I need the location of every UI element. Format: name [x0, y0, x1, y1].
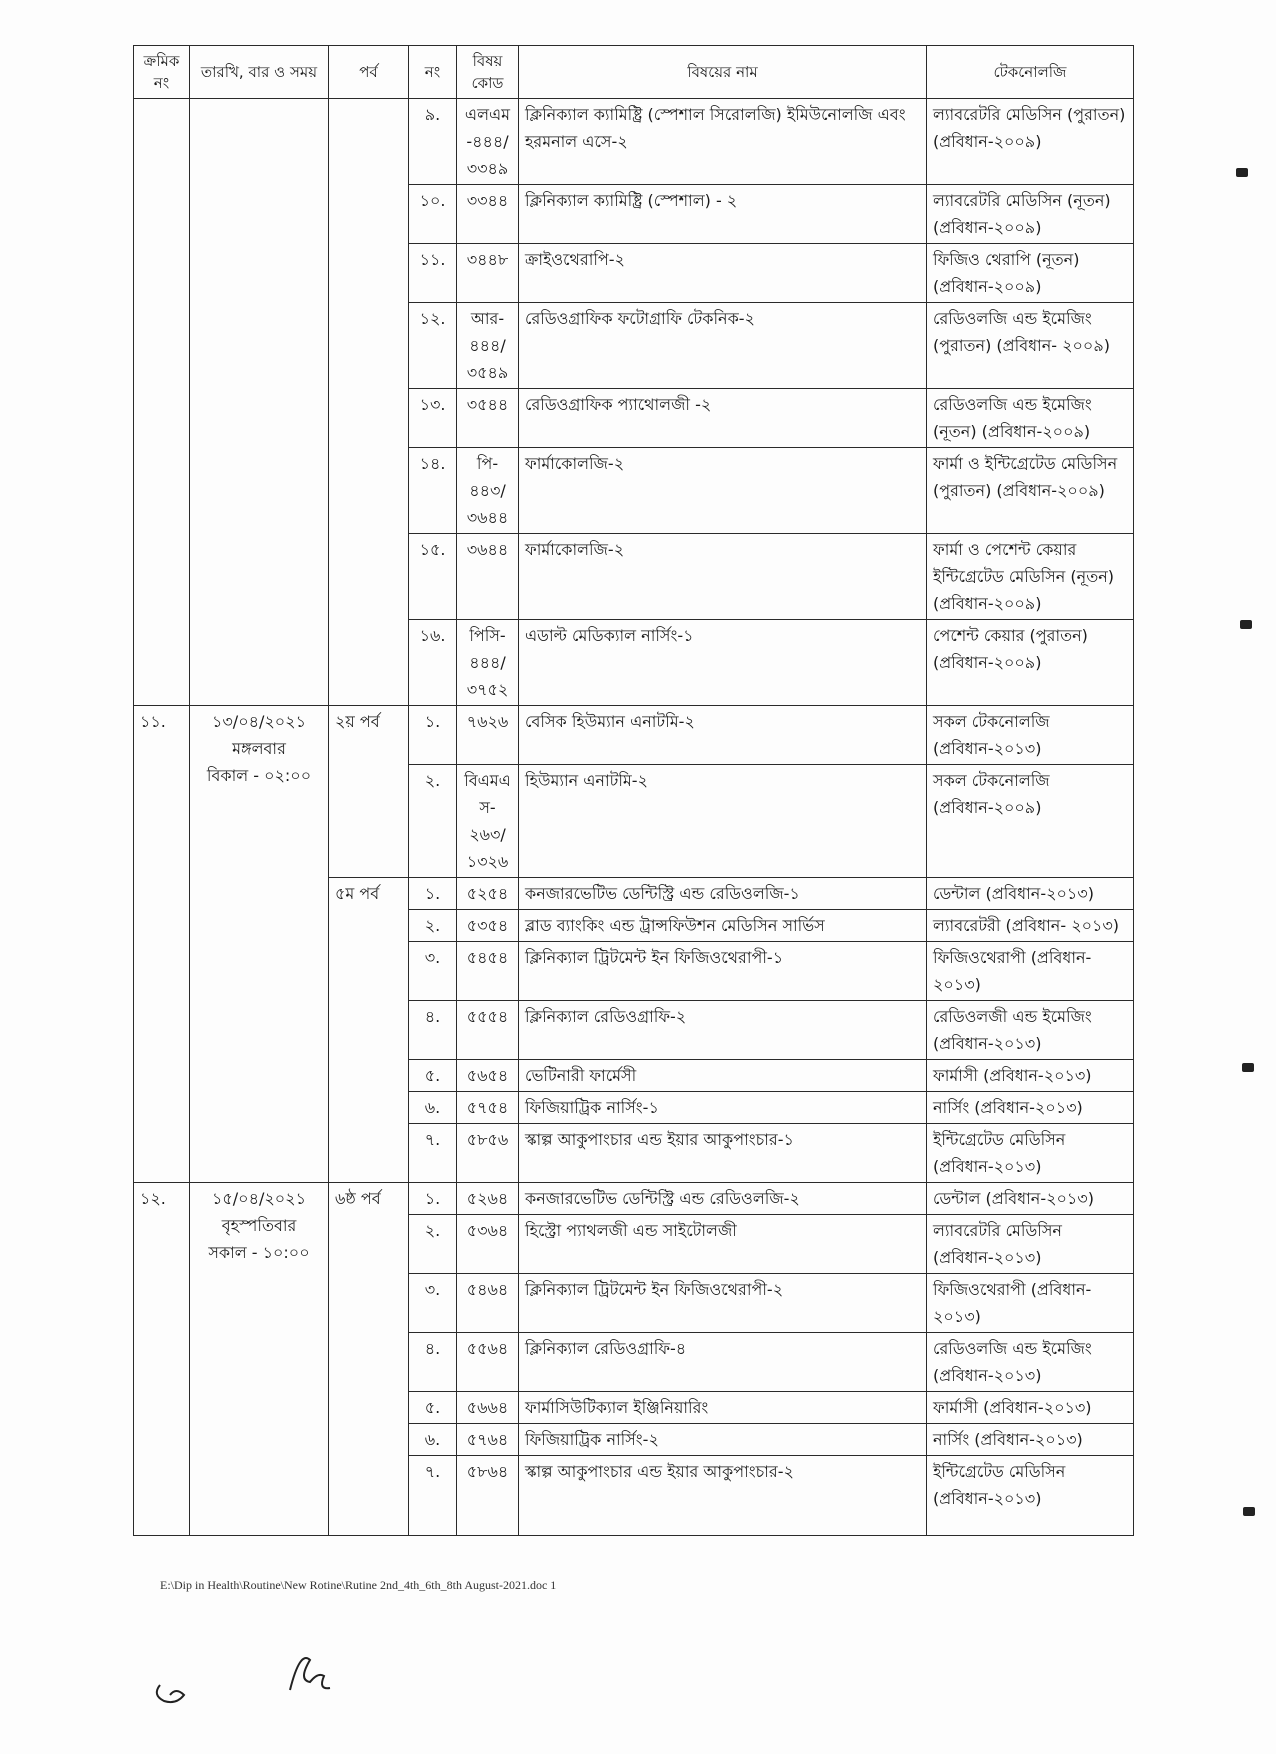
- cell-semester: ৬ষ্ঠ পর্ব: [329, 1183, 409, 1536]
- cell-technology: ফিজিওথেরাপী (প্রবিধান- ২০১৩): [927, 1274, 1134, 1333]
- exam-date: ১৩/০৪/২০২১: [212, 712, 306, 731]
- cell-technology: রেডিওলজী এন্ড ইমেজিং (প্রবিধান-২০১৩): [927, 1001, 1134, 1060]
- cell-subject: ভেটিনারী ফার্মেসী: [519, 1060, 927, 1092]
- exam-day: বৃহস্পতিবার: [221, 1216, 297, 1235]
- cell-technology: নার্সিং (প্রবিধান-২০১৩): [927, 1424, 1134, 1456]
- cell-subject: হিউম্যান এনাটমি-২: [519, 765, 927, 878]
- cell-no: ৯.: [409, 99, 457, 185]
- cell-code: ৫৪৬৪: [457, 1274, 519, 1333]
- cell-subject: ফার্মাসিউটিক্যাল ইঞ্জিনিয়ারিং: [519, 1392, 927, 1424]
- cell-subject: ক্লিনিক্যাল ক্যামিষ্ট্রি (স্পেশাল সিরোলজি) ইমিউনোলজি এবং হরমনাল এসে-২: [519, 99, 927, 185]
- cell-code: পিসি- ৪৪৪/ ৩৭৫২: [457, 620, 519, 706]
- cell-no: ১.: [409, 878, 457, 910]
- cell-no: ১৪.: [409, 448, 457, 534]
- cell-code: বিএমএ স- ২৬৩/ ১৩২৬: [457, 765, 519, 878]
- cell-code: ৫৬৫৪: [457, 1060, 519, 1092]
- cell-no: ১৫.: [409, 534, 457, 620]
- header-subject: বিষয়ের নাম: [519, 46, 927, 99]
- cell-technology: ল্যাবরেটরি মেডিসিন (পুরাতন) (প্রবিধান-২০০৯): [927, 99, 1134, 185]
- cell-code: ৫৫৫৪: [457, 1001, 519, 1060]
- cell-code: ৫৪৫৪: [457, 942, 519, 1001]
- scan-speck: [1240, 620, 1252, 629]
- cell-no: ৬.: [409, 1092, 457, 1124]
- handwritten-signature: [140, 1630, 380, 1720]
- cell-code: ৫৬৬৪: [457, 1392, 519, 1424]
- exam-date: ১৫/০৪/২০২১: [212, 1189, 306, 1208]
- table-row: [134, 99, 1134, 185]
- cell-subject: ক্লিনিক্যাল রেডিওগ্রাফি-৪: [519, 1333, 927, 1392]
- cell-date: [190, 1183, 329, 1536]
- cell-subject: ফার্মাকোলজি-২: [519, 534, 927, 620]
- cell-no: ১০.: [409, 185, 457, 244]
- cell-code: পি- ৪৪৩/ ৩৬৪৪: [457, 448, 519, 534]
- cell-no: ৭.: [409, 1124, 457, 1183]
- cell-technology: ল্যাবরেটরি মেডিসিন (নূতন) (প্রবিধান-২০০৯): [927, 185, 1134, 244]
- cell-date: [190, 99, 329, 706]
- cell-subject: রেডিওগ্রাফিক ফটোগ্রাফি টেকনিক-২: [519, 303, 927, 389]
- cell-subject: ক্লিনিক্যাল ট্রিটমেন্ট ইন ফিজিওথেরাপী-২: [519, 1274, 927, 1333]
- cell-subject: ফিজিয়াট্রিক নার্সিং-২: [519, 1424, 927, 1456]
- scan-speck: [1242, 1063, 1254, 1072]
- exam-time: সকাল - ১০:০০: [208, 1243, 310, 1262]
- cell-code: এলএম -৪৪৪/ ৩৩৪৯: [457, 99, 519, 185]
- file-path-footer: E:\Dip in Health\Routine\New Rotine\Rutine 2nd_4th_6th_8th August-2021.doc 1: [160, 1578, 557, 1592]
- cell-code: ৫৭৫৪: [457, 1092, 519, 1124]
- cell-technology: ফার্মা ও ইন্টিগ্রেটেড মেডিসিন (পুরাতন) (প্রবিধান-২০০৯): [927, 448, 1134, 534]
- exam-time: বিকাল - ০২:০০: [206, 766, 312, 785]
- cell-technology: রেডিওলজি এন্ড ইমেজিং (প্রবিধান-২০১৩): [927, 1333, 1134, 1392]
- cell-no: ৪.: [409, 1001, 457, 1060]
- table-row: [134, 706, 1134, 765]
- cell-subject: ক্লিনিক্যাল ক্যামিষ্ট্রি (স্পেশাল) - ২: [519, 185, 927, 244]
- cell-code: ৫২৬৪: [457, 1183, 519, 1215]
- header-semester: পর্ব: [329, 46, 409, 99]
- cell-semester: ২য় পর্ব: [329, 706, 409, 878]
- cell-technology: ফিজিওথেরাপী (প্রবিধান- ২০১৩): [927, 942, 1134, 1001]
- cell-no: ৬.: [409, 1424, 457, 1456]
- cell-no: ২.: [409, 1215, 457, 1274]
- cell-technology: ফার্মাসী (প্রবিধান-২০১৩): [927, 1060, 1134, 1092]
- cell-technology: ল্যাবরেটরী (প্রবিধান- ২০১৩): [927, 910, 1134, 942]
- cell-no: ৫.: [409, 1060, 457, 1092]
- cell-no: ১.: [409, 706, 457, 765]
- cell-technology: নার্সিং (প্রবিধান-২০১৩): [927, 1092, 1134, 1124]
- cell-code: ৩৩৪৪: [457, 185, 519, 244]
- cell-semester: ৫ম পর্ব: [329, 878, 409, 1183]
- cell-no: ১৬.: [409, 620, 457, 706]
- cell-subject: স্কাল্প আকুপাংচার এন্ড ইয়ার আকুপাংচার-১: [519, 1124, 927, 1183]
- cell-subject: কনজারভেটিভ ডেন্টিস্ট্রি এন্ড রেডিওলজি-২: [519, 1183, 927, 1215]
- table-row: [134, 1183, 1134, 1215]
- exam-routine-table: [133, 45, 1134, 1536]
- header-serial: ক্রমিক নং: [134, 46, 190, 99]
- cell-code: ৭৬২৬: [457, 706, 519, 765]
- cell-subject: বেসিক হিউম্যান এনাটমি-২: [519, 706, 927, 765]
- cell-code: ৩৫৪৪: [457, 389, 519, 448]
- header-code: বিষয় কোড: [457, 46, 519, 99]
- cell-technology: ডেন্টাল (প্রবিধান-২০১৩): [927, 878, 1134, 910]
- scan-speck: [1236, 168, 1248, 177]
- cell-no: ৫.: [409, 1392, 457, 1424]
- header-date: তারখি, বার ও সময়: [190, 46, 329, 99]
- cell-technology: ফার্মা ও পেশেন্ট কেয়ার ইন্টিগ্রেটেড মেডিসিন (নূতন) (প্রবিধান-২০০৯): [927, 534, 1134, 620]
- cell-code: ৫২৫৪: [457, 878, 519, 910]
- cell-serial: ১২.: [134, 1183, 190, 1536]
- cell-subject: ব্লাড ব্যাংকিং এন্ড ট্রান্সফিউশন মেডিসিন সার্ভিস: [519, 910, 927, 942]
- cell-serial: [134, 99, 190, 706]
- scan-speck: [1243, 1507, 1255, 1516]
- cell-no: ৪.: [409, 1333, 457, 1392]
- cell-technology: ইন্টিগ্রেটেড মেডিসিন (প্রবিধান-২০১৩): [927, 1456, 1134, 1536]
- cell-technology: ফার্মাসী (প্রবিধান-২০১৩): [927, 1392, 1134, 1424]
- cell-no: ১৩.: [409, 389, 457, 448]
- cell-no: ৩.: [409, 1274, 457, 1333]
- cell-technology: ডেন্টাল (প্রবিধান-২০১৩): [927, 1183, 1134, 1215]
- cell-subject: রেডিওগ্রাফিক প্যাথোলজী -২: [519, 389, 927, 448]
- cell-code: ৫৩৬৪: [457, 1215, 519, 1274]
- cell-technology: সকল টেকনোলজি (প্রবিধান-২০০৯): [927, 765, 1134, 878]
- cell-code: ৩৪৪৮: [457, 244, 519, 303]
- cell-code: ৫৮৫৬: [457, 1124, 519, 1183]
- cell-subject: ক্রাইওথেরাপি-২: [519, 244, 927, 303]
- cell-technology: রেডিওলজি এন্ড ইমেজিং (নূতন) (প্রবিধান-২০০৯): [927, 389, 1134, 448]
- cell-code: ৩৬৪৪: [457, 534, 519, 620]
- cell-serial: ১১.: [134, 706, 190, 1183]
- cell-semester: [329, 99, 409, 706]
- cell-subject: স্কাল্প আকুপাংচার এন্ড ইয়ার আকুপাংচার-২: [519, 1456, 927, 1536]
- cell-technology: সকল টেকনোলজি (প্রবিধান-২০১৩): [927, 706, 1134, 765]
- cell-no: ৭.: [409, 1456, 457, 1536]
- cell-code: ৫৩৫৪: [457, 910, 519, 942]
- cell-code: আর- ৪৪৪/ ৩৫৪৯: [457, 303, 519, 389]
- cell-subject: ক্লিনিক্যাল রেডিওগ্রাফি-২: [519, 1001, 927, 1060]
- cell-no: ২.: [409, 910, 457, 942]
- cell-code: ৫৫৬৪: [457, 1333, 519, 1392]
- cell-code: ৫৮৬৪: [457, 1456, 519, 1536]
- table-header-row: [134, 46, 1134, 99]
- cell-no: ১২.: [409, 303, 457, 389]
- exam-day: মঙ্গলবার: [232, 739, 286, 758]
- cell-subject: এডাল্ট মেডিক্যাল নার্সিং-১: [519, 620, 927, 706]
- cell-no: ১১.: [409, 244, 457, 303]
- cell-subject: ফার্মাকোলজি-২: [519, 448, 927, 534]
- cell-technology: ইন্টিগ্রেটেড মেডিসিন (প্রবিধান-২০১৩): [927, 1124, 1134, 1183]
- cell-technology: ল্যাবরেটরি মেডিসিন (প্রবিধান-২০১৩): [927, 1215, 1134, 1274]
- cell-subject: হিস্ট্রো প্যাথলজী এন্ড সাইটোলজী: [519, 1215, 927, 1274]
- cell-no: ২.: [409, 765, 457, 878]
- cell-code: ৫৭৬৪: [457, 1424, 519, 1456]
- header-no: নং: [409, 46, 457, 99]
- cell-technology: পেশেন্ট কেয়ার (পুরাতন) (প্রবিধান-২০০৯): [927, 620, 1134, 706]
- cell-subject: কনজারভেটিভ ডেন্টিস্ট্রি এন্ড রেডিওলজি-১: [519, 878, 927, 910]
- cell-subject: ফিজিয়াট্রিক নার্সিং-১: [519, 1092, 927, 1124]
- cell-no: ৩.: [409, 942, 457, 1001]
- cell-technology: রেডিওলজি এন্ড ইমেজিং (পুরাতন) (প্রবিধান- ২০০৯): [927, 303, 1134, 389]
- cell-subject: ক্লিনিক্যাল ট্রিটমেন্ট ইন ফিজিওথেরাপী-১: [519, 942, 927, 1001]
- cell-no: ১.: [409, 1183, 457, 1215]
- header-technology: টেকনোলজি: [927, 46, 1134, 99]
- cell-technology: ফিজিও থেরাপি (নূতন) (প্রবিধান-২০০৯): [927, 244, 1134, 303]
- cell-date: [190, 706, 329, 1183]
